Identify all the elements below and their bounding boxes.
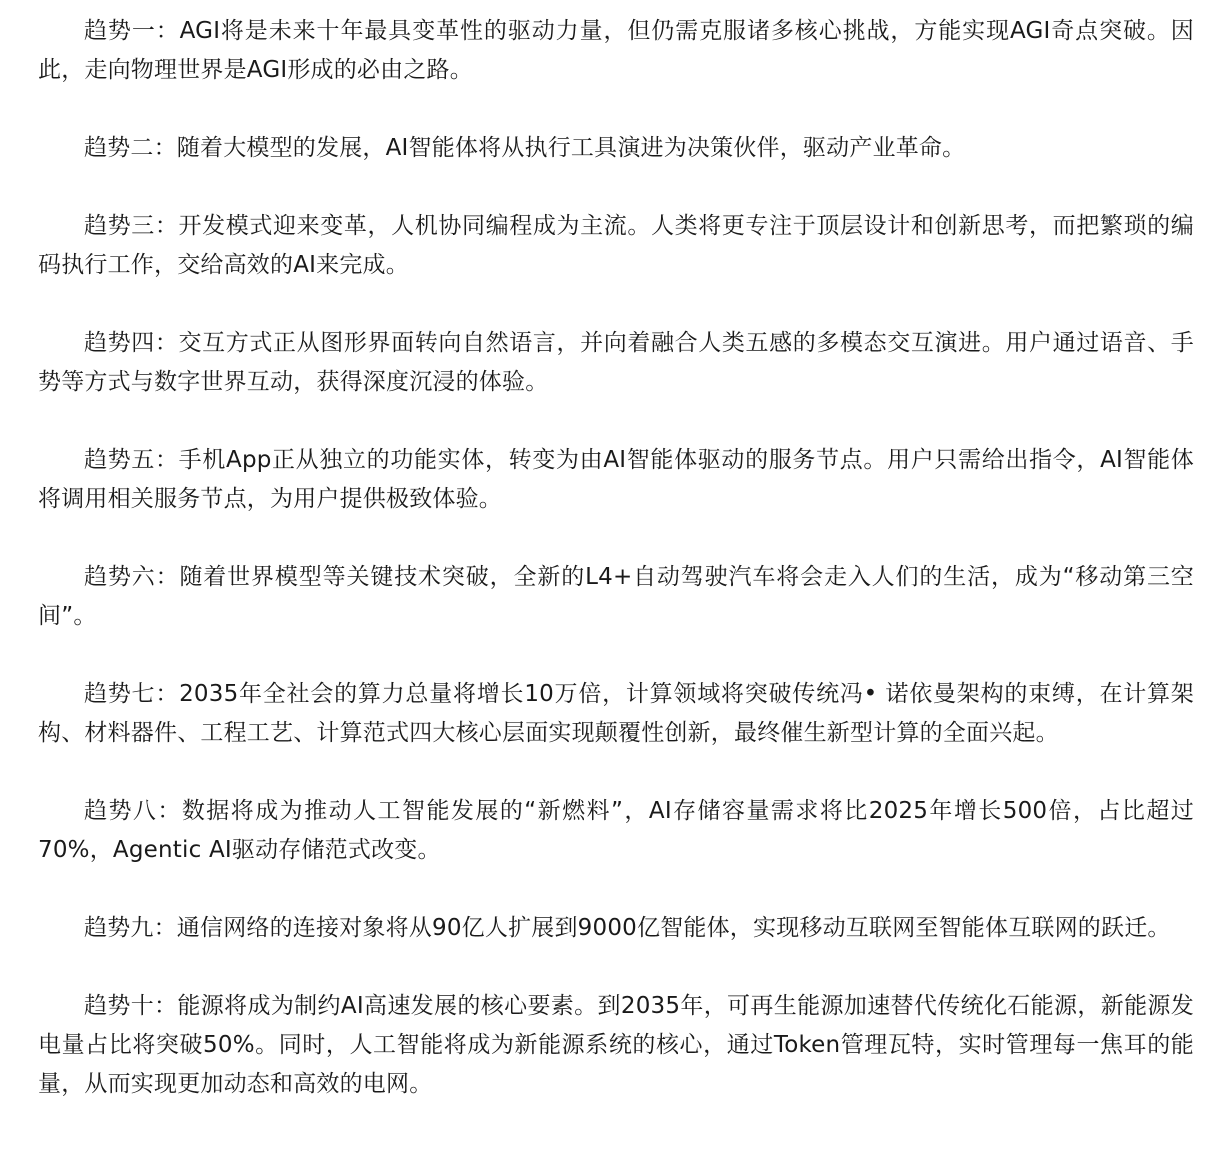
trend-paragraph-4: 趋势四：交互方式正从图形界面转向自然语言，并向着融合人类五感的多模态交互演进。用户通过语音、手势等方式与数字世界互动，获得深度沉浸的体验。 [38,330,1194,395]
trend-paragraph-1: 趋势一：AGI将是未来十年最具变革性的驱动力量，但仍需克服诸多核心挑战，方能实现AGI奇点突破。因此，走向物理世界是AGI形成的必由之路。 [38,18,1194,83]
trend-paragraph-10: 趋势十：能源将成为制约AI高速发展的核心要素。到2035年，可再生能源加速替代传统化石能源，新能源发电量占比将突破50%。同时，人工智能将成为新能源系统的核心，通过Token管理瓦特，实时管理每一焦耳的能量，从而实现更加动态和高效的电网。 [38,993,1194,1097]
trend-paragraph-5: 趋势五：手机App正从独立的功能实体，转变为由AI智能体驱动的服务节点。用户只需给出指令，AI智能体将调用相关服务节点，为用户提供极致体验。 [38,447,1194,512]
trend-paragraph-3: 趋势三：开发模式迎来变革，人机协同编程成为主流。人类将更专注于顶层设计和创新思考，而把繁琐的编码执行工作，交给高效的AI来完成。 [38,213,1194,278]
trend-paragraph-2: 趋势二：随着大模型的发展，AI智能体将从执行工具演进为决策伙伴，驱动产业革命。 [84,135,966,161]
trend-paragraph-8: 趋势八：数据将成为推动人工智能发展的“新燃料”，AI存储容量需求将比2025年增长500倍，占比超过70%，Agentic AI驱动存储范式改变。 [38,798,1194,863]
trend-paragraph-9: 趋势九：通信网络的连接对象将从90亿人扩展到9000亿智能体，实现移动互联网至智能体互联网的跃迁。 [84,915,1171,941]
trend-paragraph-7: 趋势七：2035年全社会的算力总量将增长10万倍，计算领域将突破传统冯• 诺依曼架构的束缚，在计算架构、材料器件、工程工艺、计算范式四大核心层面实现颠覆性创新，最终催生新型计算的全面兴起。 [38,681,1194,746]
trend-paragraph-6: 趋势六：随着世界模型等关键技术突破，全新的L4+自动驾驶汽车将会走入人们的生活，成为“移动第三空间”。 [38,564,1194,629]
